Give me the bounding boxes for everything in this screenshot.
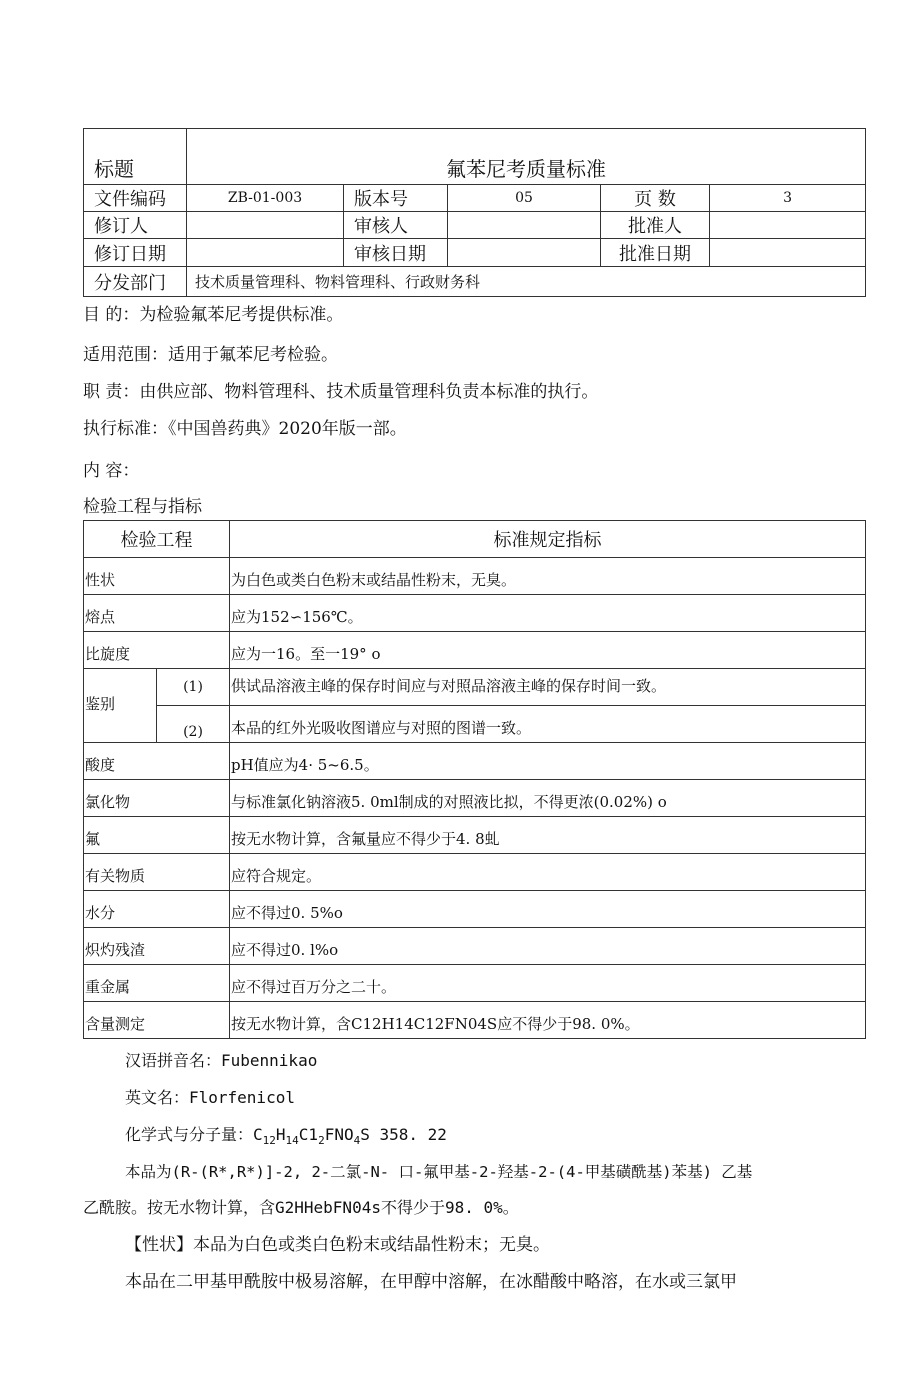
doc-no-label: 文件编码 [84, 185, 187, 212]
purpose-line: 目 的：为检验氟苯尼考提供标准。 [83, 305, 344, 325]
row-value: 应为152∽156℃。 [230, 595, 866, 632]
section-title: 检验工程与指标 [83, 497, 202, 517]
standard-line: 执行标准：《中国兽药典》2020年版一部。 [83, 419, 407, 439]
distribution-value: 技术质量管理科、物料管理科、行政财务科 [187, 267, 866, 297]
ident-item: 鉴别 [84, 669, 157, 743]
english-name: 英文名：Florfenicol [125, 1088, 295, 1107]
scope-line: 适用范围：适用于氟苯尼考检验。 [83, 345, 338, 365]
row-item: 有关物质 [84, 854, 230, 891]
ident-value-1: 供试品溶液主峰的保存时间应与对照品溶液主峰的保存时间一致。 [230, 669, 866, 706]
review-date-label: 审核日期 [344, 239, 448, 267]
row-item: 重金属 [84, 965, 230, 1002]
reviser-label: 修订人 [84, 212, 187, 239]
reviser-value [187, 212, 344, 239]
approve-date-value [710, 239, 866, 267]
version-value: 05 [448, 185, 601, 212]
description-line-1: 本品为(R-(R*,R*)]-2, 2-二氯-N- 口-氟甲基-2-羟基-2-(4-甲基磺酰基)苯基) 乙基 [125, 1163, 753, 1181]
character-line: 【性状】本品为白色或类白色粉末或结晶性粉末；无臭。 [125, 1235, 550, 1255]
distribution-label: 分发部门 [84, 267, 187, 297]
table-row [84, 743, 866, 780]
pinyin-name: 汉语拼音名：Fubennikao [125, 1051, 318, 1070]
row-value: 为白色或类白色粉末或结晶性粉末，无臭。 [230, 558, 866, 595]
row-value: 按无水物计算，含C12H14C12FN04S应不得少于98. 0%。 [230, 1002, 866, 1039]
table-row [84, 817, 866, 854]
approve-date-label: 批准日期 [601, 239, 710, 267]
table-row [84, 632, 866, 669]
row-value: 按无水物计算，含氟量应不得少于4. 8虬 [230, 817, 866, 854]
table-row [84, 891, 866, 928]
duty-line: 职 责：由供应部、物料管理科、技术质量管理科负责本标准的执行。 [83, 382, 599, 402]
row-value: 与标准氯化钠溶液5. 0ml制成的对照液比拟，不得更浓(0.02%) o [230, 780, 866, 817]
pages-label: 页 数 [601, 185, 710, 212]
row-value: 应不得过百万分之二十。 [230, 965, 866, 1002]
description-line-2: 乙酰胺。按无水物计算，含G2HHebFN04s不得少于98. 0%。 [83, 1198, 519, 1217]
doc-no-value: ZB-01-003 [187, 185, 344, 212]
pages-value: 3 [710, 185, 866, 212]
row-item: 酸度 [84, 743, 230, 780]
table-row [84, 854, 866, 891]
row-value: 应不得过0. l%o [230, 928, 866, 965]
formula-label: 化学式与分子量： [125, 1125, 254, 1144]
ident-sub-2: (2) [157, 706, 230, 743]
approver-label: 批准人 [601, 212, 710, 239]
formula-line: 化学式与分子量：$C_{12}H_{14}C1_2FNO_4S$ 358. 22 [125, 1125, 447, 1148]
row-value: 应为一16。至一19° o [230, 632, 866, 669]
spec-table [83, 520, 866, 1039]
table-row [84, 558, 866, 595]
reviewer-value [448, 212, 601, 239]
row-value: pH值应为4· 5~6.5。 [230, 743, 866, 780]
document-title: 氟苯尼考质量标准 [187, 129, 866, 185]
title-label: 标题 [84, 129, 187, 185]
header-table [83, 128, 866, 297]
content-line: 内 容： [83, 461, 140, 481]
table-row [84, 706, 866, 743]
revise-date-value [187, 239, 344, 267]
row-item: 炽灼残渣 [84, 928, 230, 965]
row-item: 比旋度 [84, 632, 230, 669]
row-item: 水分 [84, 891, 230, 928]
row-item: 氯化物 [84, 780, 230, 817]
version-label: 版本号 [344, 185, 448, 212]
spec-header-standard: 标准规定指标 [230, 521, 866, 558]
approver-value [710, 212, 866, 239]
table-row [84, 595, 866, 632]
table-row [84, 669, 866, 706]
revise-date-label: 修订日期 [84, 239, 187, 267]
row-item: 含量测定 [84, 1002, 230, 1039]
review-date-value [448, 239, 601, 267]
spec-header-item: 检验工程 [84, 521, 230, 558]
ident-value-2: 本品的红外光吸收图谱应与对照的图谱一致。 [230, 706, 866, 743]
table-row [84, 965, 866, 1002]
table-row [84, 928, 866, 965]
solubility-line: 本品在二甲基甲酰胺中极易溶解，在甲醇中溶解，在冰醋酸中略溶，在水或三氯甲 [125, 1272, 737, 1292]
row-value: 应符合规定。 [230, 854, 866, 891]
table-row [84, 1002, 866, 1039]
row-value: 应不得过0. 5%o [230, 891, 866, 928]
row-item: 氟 [84, 817, 230, 854]
ident-sub-1: (1) [157, 669, 230, 706]
table-row [84, 780, 866, 817]
row-item: 性状 [84, 558, 230, 595]
reviewer-label: 审核人 [344, 212, 448, 239]
row-item: 熔点 [84, 595, 230, 632]
